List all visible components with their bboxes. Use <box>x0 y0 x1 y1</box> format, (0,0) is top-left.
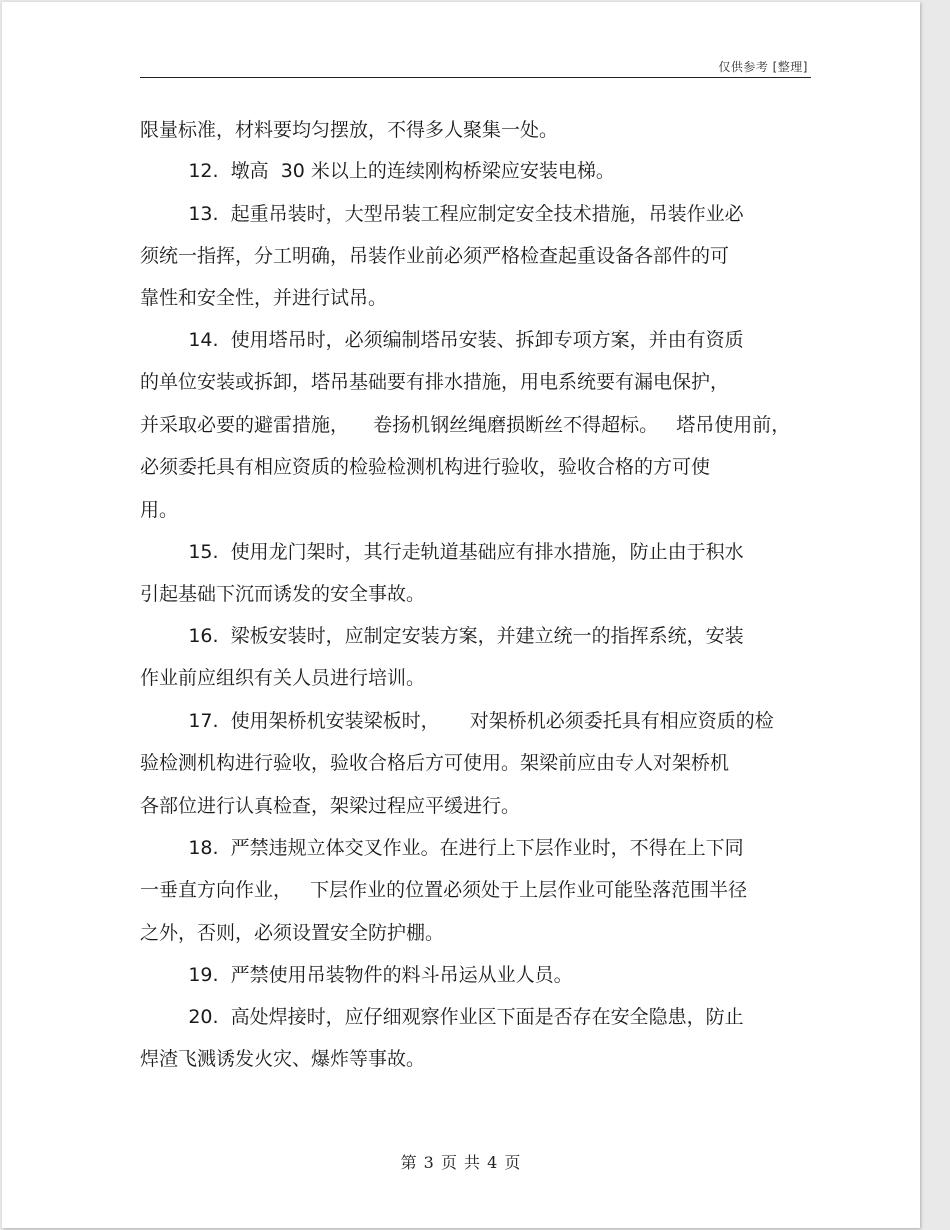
header-divider <box>140 77 811 78</box>
text-line: 靠性和安全性，并进行试吊。 <box>140 287 388 309</box>
text-line: 16. 梁板安装时，应制定安装方案，并建立统一的指挥系统，安装 <box>140 625 744 647</box>
text-line: 各部位进行认真检查，架梁过程应平缓进行。 <box>140 795 521 817</box>
text-line: 20. 高处焊接时，应仔细观察作业区下面是否存在安全隐患，防止 <box>140 1006 744 1028</box>
text-line: 用。 <box>140 499 179 521</box>
header-note: 仅供参考 [整理] <box>718 60 808 74</box>
page-number: 第 3 页 共 4 页 <box>400 1153 522 1172</box>
text-line: 焊渣飞溅诱发火灾、爆炸等事故。 <box>140 1048 426 1070</box>
text-line: 17. 使用架桥机安装梁板时， 对架桥机必须委托具有相应资质的检 <box>140 710 774 732</box>
text-line: 并采取必要的避雷措施， 卷扬机钢丝绳磨损断丝不得超标。 塔吊使用前， <box>140 414 791 436</box>
text-line: 之外，否则，必须设置安全防护棚。 <box>140 922 445 944</box>
text-line: 验检测机构进行验收，验收合格后方可使用。架梁前应由专人对架桥机 <box>140 752 730 774</box>
text-line: 必须委托具有相应资质的检验检测机构进行验收，验收合格的方可使 <box>140 456 711 478</box>
text-line: 12. 墩高 30 米以上的连续刚构桥梁应安装电梯。 <box>140 160 615 182</box>
text-line: 作业前应组织有关人员进行培训。 <box>140 667 426 689</box>
text-line: 15. 使用龙门架时，其行走轨道基础应有排水措施，防止由于积水 <box>140 541 744 563</box>
text-line: 的单位安装或拆卸，塔吊基础要有排水措施，用电系统要有漏电保护， <box>140 371 730 393</box>
text-line: 13. 起重吊装时，大型吊装工程应制定安全技术措施，吊装作业必 <box>140 203 744 225</box>
text-line: 须统一指挥，分工明确，吊装作业前必须严格检查起重设备各部件的可 <box>140 245 730 267</box>
text-line: 一垂直方向作业， 下层作业的位置必须处于上层作业可能坠落范围半径 <box>140 879 748 901</box>
text-line: 限量标准，材料要均匀摆放，不得多人聚集一处。 <box>140 119 559 141</box>
document-page <box>2 2 920 1228</box>
text-line: 引起基础下沉而诱发的安全事故。 <box>140 583 426 605</box>
text-line: 19. 严禁使用吊装物件的料斗吊运从业人员。 <box>140 964 573 986</box>
text-line: 18. 严禁违规立体交叉作业。在进行上下层作业时，不得在上下同 <box>140 837 744 859</box>
text-line: 14. 使用塔吊时，必须编制塔吊安装、拆卸专项方案，并由有资质 <box>140 329 744 351</box>
